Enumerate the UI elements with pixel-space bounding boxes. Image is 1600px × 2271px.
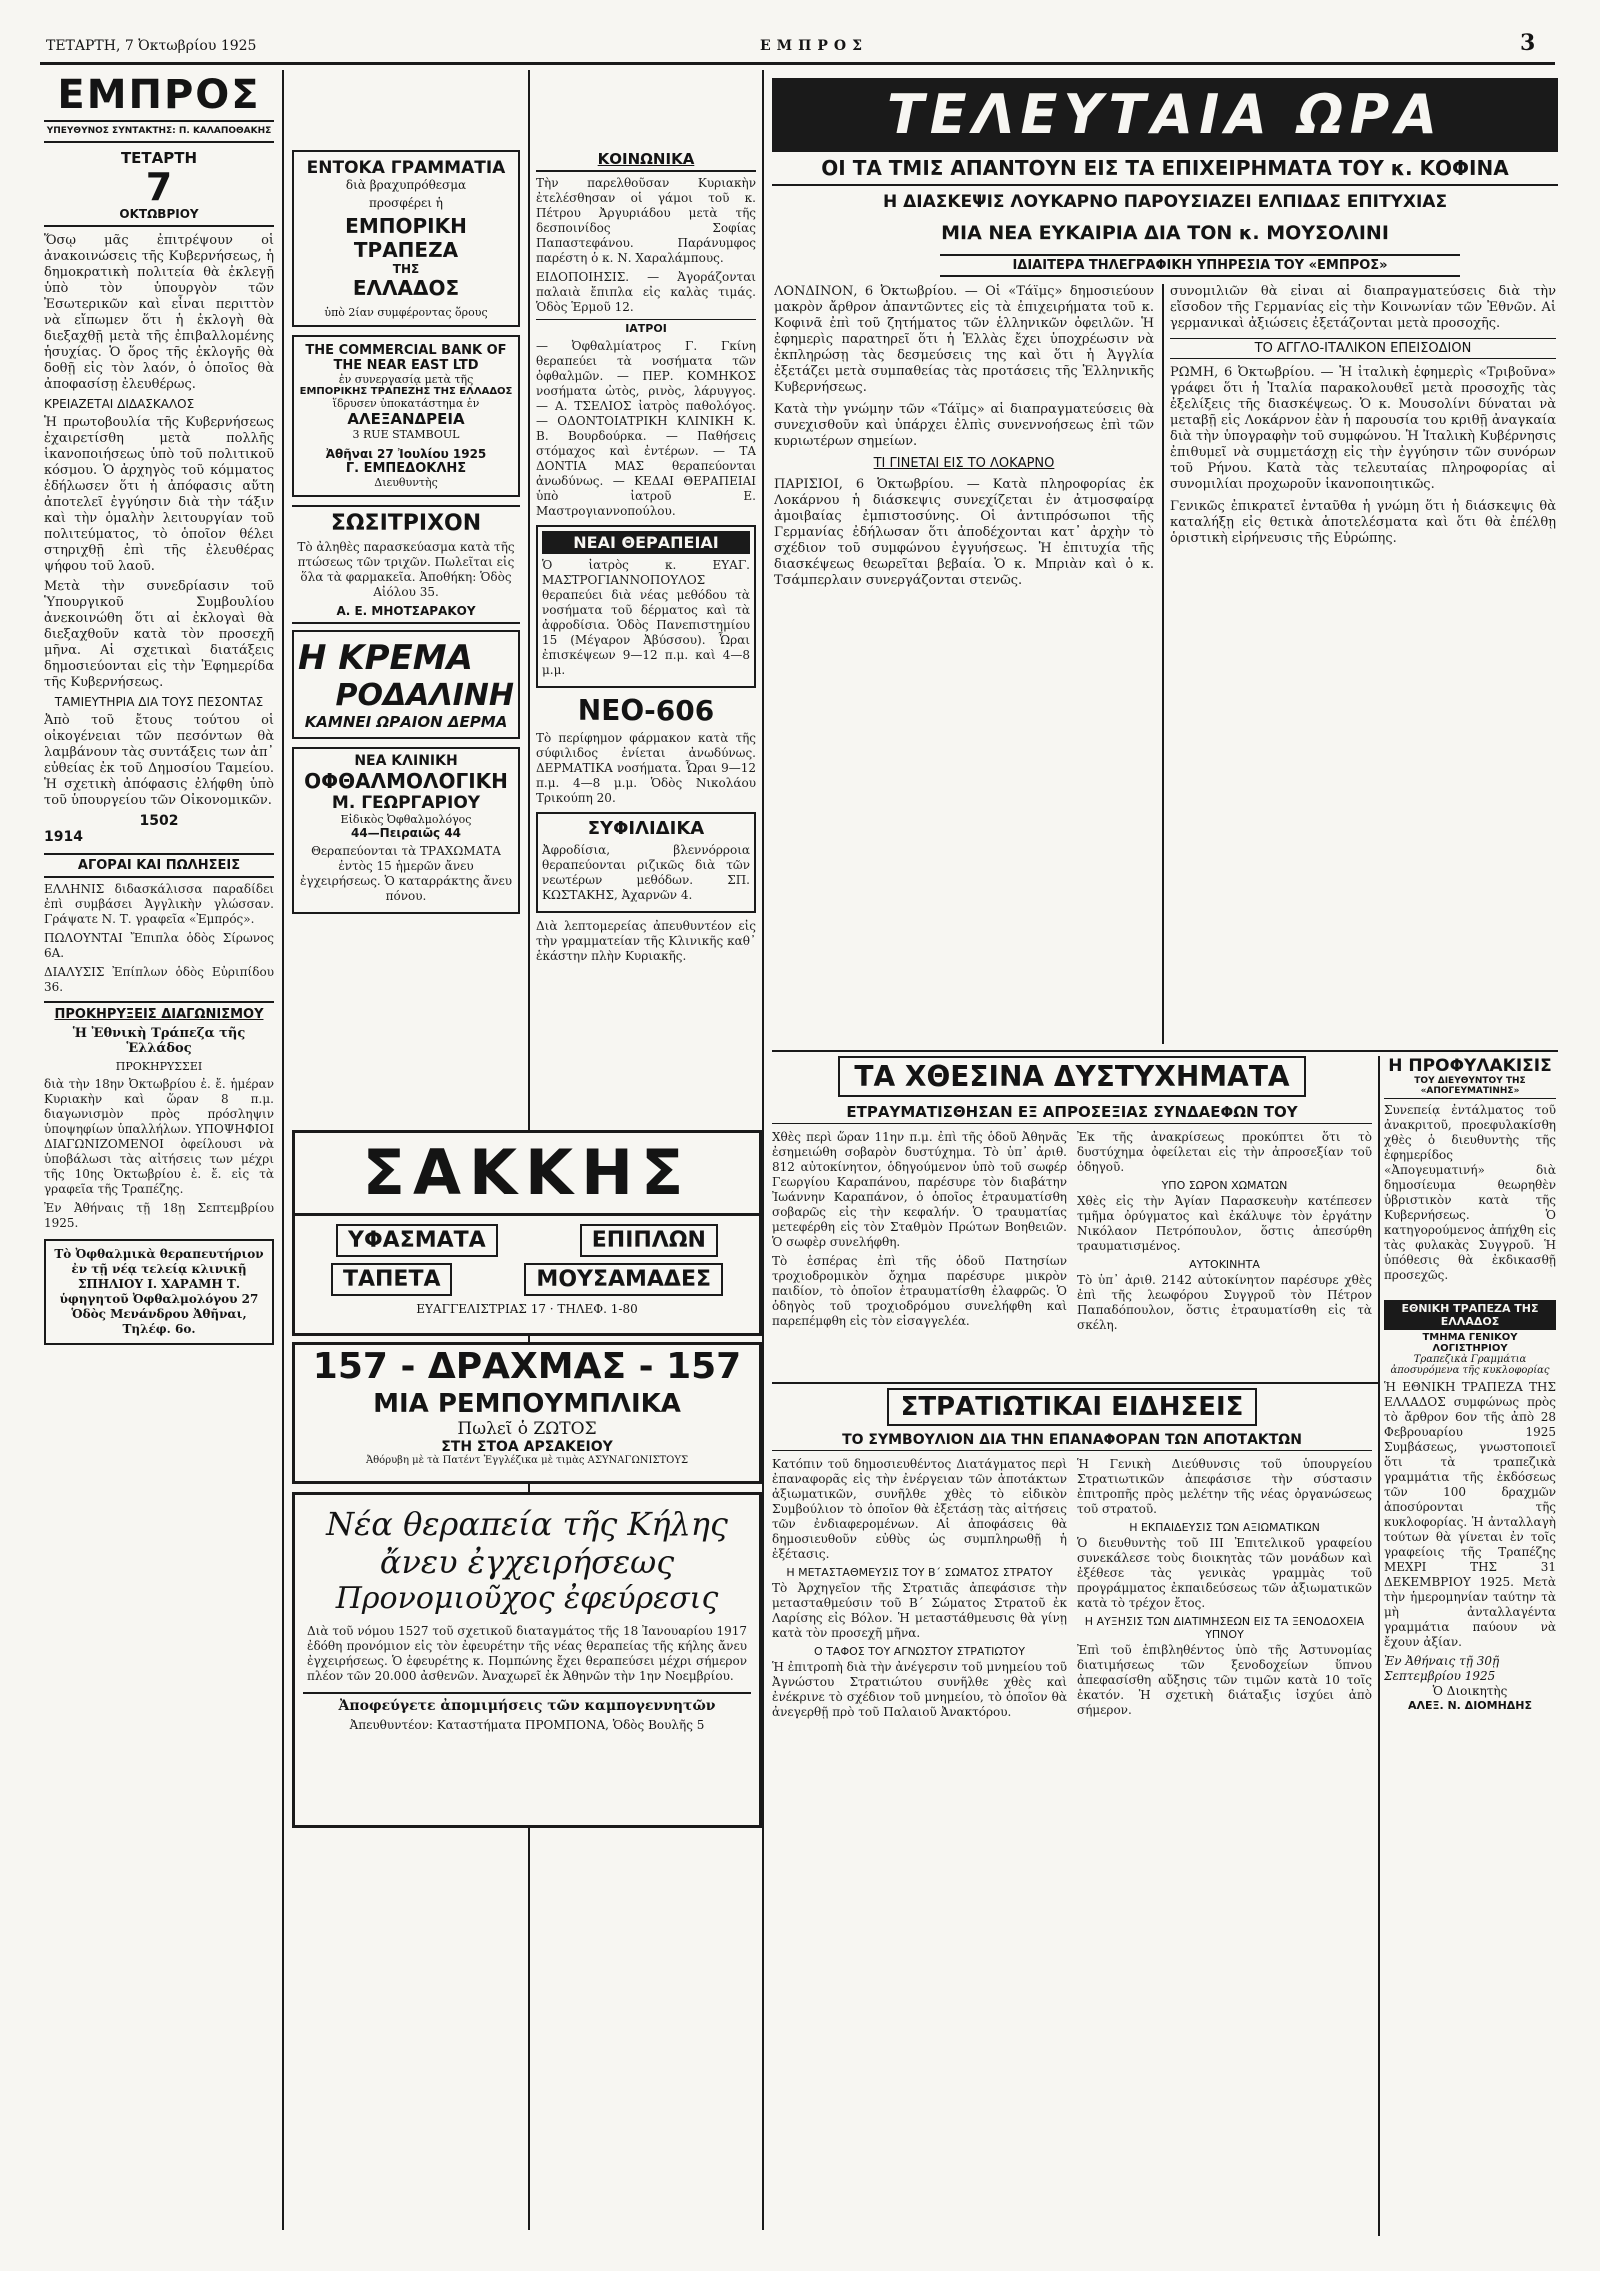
dialysis-item: ΔΙΑΛΥΣΙΣ Ἐπίπλων ὁδὸς Εὐριπίδου 36. <box>44 965 274 994</box>
sakkis-furniture: ΕΠΙΠΛΩΝ <box>580 1224 718 1257</box>
clinic-advertisement: Τὸ Ὀφθαλμικὰ θεραπευτήριον ἐν τῇ νέᾳ τελείᾳ κλινικῇ ΣΠΗΛΙΟΥ Ι. ΧΑΡΑΜΗ Τ. ὑφηγητοῦ Ὀφθαλμολόγου 27 Ὁδὸς Μενάνδρου Ἀθῆναι, Τηλέφ. 6ο. <box>44 1239 274 1345</box>
bank-notice-sign: Ἐν Ἀθήναις τῇ 30ῇ Σεπτεμβρίου 1925 <box>1384 1654 1500 1683</box>
article-body-1: Ἡ πρωτοβουλία τῆς Κυβερνήσεως ἐχαιρετίσθη μετὰ πολλῆς ἱκανοποιήσεως ὑπὸ τοῦ πολιτικοῦ κόσμου. Ὁ ἀρχηγὸς τοῦ κόμματος ἐδήλωσεν ὅτι ἡ ἀπόφασις αὕτη ἀποτελεῖ ἐγγύησιν διὰ τὴν τάξιν καὶ τὴν ὁμαλὴν λειτουργίαν τοῦ πολιτεύματος, τὸ ὁποῖον θέλει στηριχθῇ ἐπὶ τῆς ἐλευθέρας ψήφου τοῦ λαοῦ. <box>44 415 274 574</box>
sositrixon-title: ΣΩΣΙΤΡΙΧΟΝ <box>292 505 520 536</box>
tel-ora-title: ΤΕΛΕΥΤΑΙΑ ΩΡΑ <box>772 78 1558 152</box>
nea-therapeia-box <box>536 525 756 688</box>
hernia-line-3: Προνομιοῦχος ἐφεύρεσις <box>335 1581 719 1616</box>
sositrixon-sign: Α. Ε. ΜΗΟΤΣΑΡΑΚΟΥ <box>292 604 520 624</box>
sakkis-address: ΕΥΑΓΓΕΛΙΣΤΡΙΑΣ 17 · ΤΗΛΕΦ. 1-80 <box>416 1302 638 1316</box>
profylakisis-section <box>1384 1056 1556 1296</box>
lead-article: Ὅσῳ μᾶς ἐπιτρέψουν οἱ ἀνακοινώσεις τῆς Κυβερνήσεως, ἡ δημοκρατικὴ πολιτεία θὰ ἐκλεγῇ ὑπὸ τὸν ὑπουργὸν τῶν Ἐσωτερικῶν καὶ εἶναι περιττὸν νὰ εἴπωμεν ὅτι ἡ ἐκλογὴ θὰ διεξαχθῇ μετὰ τῆς ἐπιβαλλομένης ἡσυχίας. Ὁ ὅρος τῆς ἐκλογῆς θὰ δοθῇ εἰς τὸν λαόν, ὁ ὁποῖος θὰ ἀποφασίσῃ ἐλευθέρως. <box>44 233 274 392</box>
masthead-title: ΕΜΠΡΟΣ <box>57 72 261 118</box>
hernia-text: Διὰ τοῦ νόμου 1527 τοῦ σχετικοῦ διαταγμάτος τῆς 18 Ἰανουαρίου 1917 ἐδόθη προνόμιον εἰς τὸν ἐφευρέτην τῆς νέας θεραπείας τῆς κήλης ἄνευ ἐγχειρήσεως. Ὁ ἐφευρέτης κ. Πομπώνης ἔχει θεραπεύσει μέχρι σήμερον πλέον τῶν 20.000 ἀσθενῶν. Ἀναχωρεῖ ἐκ Ἀθηνῶν τὴν 1ην Νοεμβρίου. <box>307 1624 747 1683</box>
eye-line-5: 44—Πειραιῶς 44 <box>350 826 462 840</box>
headline-1: ΟΙ ΤΑ ΤΜΙΣ ΑΠΑΝΤΟΥΝ ΕΙΣ ΤΑ ΕΠΙΧΕΙΡΗΜΑΤΑ ΤΟΥ κ. ΚΟΦΙΝΑ <box>772 156 1558 186</box>
hernia-address: Ἀπευθυντέον: Καταστήματα ΠΡΟΜΠΟΝΑ, Ὁδὸς Βουλῆς 5 <box>349 1718 705 1732</box>
headline-2: Η ΔΙΑΣΚΕΨΙΣ ΛΟΥΚΑΡΝΟ ΠΑΡΟΥΣΙΑΖΕΙ ΕΛΠΙΔΑΣ ΕΠΙΤΥΧΙΑΣ <box>882 192 1448 212</box>
heading-kreiazetai: ΚΡΕΙΑΖΕΤΑΙ ΔΙΔΑΣΚΑΛΟΣ <box>44 397 195 411</box>
profylakisis-sub: ΤΟΥ ΔΙΕΥΘΥΝΤΟΥ ΤΗΣ «ΑΠΟΓΕΥΜΑΤΙΝΗΣ» <box>1384 1076 1556 1099</box>
commercial-bank-ad <box>292 335 520 497</box>
zotos-advertisement <box>292 1342 762 1484</box>
military-right-text: Ἡ Γενικὴ Διεύθυνσις τοῦ ὑπουργείου Στρατιωτικῶν ἀπεφάσισε τὴν σύστασιν ἐπιτροπῆς πρὸς μελέτην τῆς νέας ὀργανώσεως τοῦ στρατοῦ. <box>1077 1457 1372 1516</box>
prokyrixeis-sub: ΠΡΟΚΗΡΥΣΣΕΙ <box>115 1060 203 1073</box>
tel-ora-banner <box>772 78 1558 152</box>
hernia-advertisement <box>292 1492 762 1828</box>
article-body-2: Μετὰ τὴν συνεδρίασιν τοῦ Ὑπουργικοῦ Συμβουλίου ἀνεκοινώθη ὅτι αἱ ἐκλογαὶ θὰ διεξαχθοῦν κατὰ τὸν προσεχῆ μῆνα. Αἱ σχετικαὶ διατάξεις δημοσιεύονται εἰς τὴν Ἐφημερίδα τῆς Κυβερνήσεως. <box>44 579 274 690</box>
disaster-title-text: ΤΑ ΧΘΕΣΙΝΑ ΔΥΣΤΥΧΗΜΑΤΑ <box>838 1056 1305 1097</box>
bank-notice <box>1384 1300 1556 2230</box>
commercial-bank-role: Διευθυντὴς <box>374 476 438 489</box>
zotos-product: ΜΙΑ ΡΕΜΠΟΥΜΠΛΙΚΑ <box>373 1389 681 1419</box>
issue-day: ΤΕΤΑΡΤΗ <box>120 149 198 167</box>
zotos-price: 157 - ΔΡΑΧΜΑΣ - 157 <box>312 1346 742 1387</box>
neo-606-title: ΝΕΟ-606 <box>577 694 715 727</box>
eye-text: Θεραπεύονται τὰ ΤΡΑΧΩΜΑΤΑ ἐντὸς 15 ἡμερῶν ἄνευ ἐγχειρήσεως. Ὁ καταρράκτης ἄνευ πόνου. <box>299 844 513 903</box>
column-1 <box>44 72 274 2242</box>
commercial-bank-city: ΑΛΕΞΑΝΔΡΕΙΑ <box>347 410 465 428</box>
eidopoiisis-text: ΕΙΔΟΠΟΙΗΣΙΣ. — Ἀγοράζονται παλαιὰ ἔπιπλα εἰς καλὰς τιμάς. Ὁδὸς Ἑρμοῦ 12. <box>536 270 756 314</box>
agorai-heading: ΑΓΟΡΑΙ ΚΑΙ ΠΩΛΗΣΕΙΣ <box>44 855 274 878</box>
military-text-a: Κατόπιν τοῦ δημοσιευθέντος Διατάγματος περὶ ἐπαναφορᾶς εἰς τὴν ἐνέργειαν τῶν ἀποτάκτων ἀξιωματικῶν, συνῆλθε χθὲς τὸ εἰδικὸν Συμβούλιον τὸ ὁποῖον θὰ ἐξετάσῃ τὰς αἰτήσεις τῶν ἐνδιαφερομένων. Αἱ ἀποφάσεις θὰ δημοσιευθοῦν εὐθὺς ὡς συμπληρωθῇ ἡ ἐξέτασις. <box>772 1457 1067 1561</box>
metathesis-heading: Η ΜΕΤΑΣΤΑΘΜΕΥΣΙΣ ΤΟΥ Β΄ ΣΩΜΑΤΟΣ ΣΤΡΑΤΟΥ <box>786 1566 1053 1579</box>
koinonika-heading: ΚΟΙΝΩΝΙΚΑ <box>536 150 756 172</box>
year-1914: 1914 <box>44 829 83 845</box>
iatroi-heading: ΙΑΤΡΟΙ <box>536 319 756 335</box>
prokyrixeis-text: διὰ τὴν 18ην Ὀκτωβρίου ἐ. ἔ. ἡμέραν Κυριακὴν καὶ ὥραν 8 π.μ. διαγωνισμὸν πρὸς πρόσληψιν ὑποψηφίων ὑπαλλήλων. ΥΠΟΨΗΦΙΟΙ ΔΙΑΓΩΝΙΖΟΜΕΝΟΙ ὀφείλουσι νὰ ὑποβάλωσι τὰς αἰτήσεις των μέχρι τῆς 10ης Ὀκτωβρίου ἐ. ἔ. εἰς τὰ γραφεῖα τῆς Τραπέζης. <box>44 1077 274 1196</box>
masthead-editor: ΥΠΕΥΘΥΝΟΣ ΣΥΝΤΑΚΤΗΣ: Π. ΚΑΛΑΠΟΘΑΚΗΣ <box>44 120 274 143</box>
headline-3: ΜΙΑ ΝΕΑ ΕΥΚΑΙΡΙΑ ΔΙΑ ΤΟΝ κ. ΜΟΥΣΟΛΙΝΙ <box>941 222 1389 244</box>
nea-therapeia-title: ΝΕΑΙ ΘΕΡΑΠΕΙΑΙ <box>542 531 750 554</box>
bank-ad-name: ΕΜΠΟΡΙΚΗ ΤΡΑΠΕΖΑ <box>345 214 467 262</box>
heading-tamieia: ΤΑΜΙΕΥΤΗΡΙΑ ΔΙΑ ΤΟΥΣ ΠΕΣΟΝΤΑΣ <box>54 695 264 709</box>
metathesis-text: Τὸ Ἀρχηγεῖον τῆς Στρατιᾶς ἀπεφάσισε τὴν μετασταθμεύσιν τοῦ Β΄ Σώματος Στρατοῦ ἐκ Λαρίσης εἰς Βόλον. Ἡ μεταστάθμευσις θὰ γίνῃ κατὰ τὸν προσεχῆ μῆνα. <box>772 1581 1067 1640</box>
prokyrixeis-heading: ΠΡΟΚΗΡΥΞΕΙΣ ΔΙΑΓΩΝΙΣΜΟΥ <box>54 1007 264 1022</box>
bank-notice-sign2: Ὁ Διοικητὴς <box>1432 1684 1508 1698</box>
section-rule <box>772 1382 1378 1384</box>
bank-ad-the: ΤΗΣ <box>392 262 420 276</box>
article-body-3: Ἀπὸ τοῦ ἔτους τούτου οἱ οἰκογένειαι τῶν πεσόντων θὰ λαμβάνουν τὰς συντάξεις των ἀπ᾿ εὐθείας ἐκ τοῦ Δημοσίου Ταμείου. Ἡ σχετικὴ ἀπόφασις ἐλήφθη ὑπὸ τοῦ ὑπουργείου τῶν Οἰκονομικῶν. <box>44 713 274 808</box>
column-4 <box>774 284 1154 1044</box>
column-5 <box>1170 284 1556 1044</box>
sakkis-fabrics: ΥΦΑΣΜΑΤΑ <box>336 1224 498 1257</box>
agorai-item: ΕΛΛΗΝΙΣ διδασκάλισσα παραδίδει ἐπὶ συμβάσει Ἀγγλικὴν γλώσσαν. Γράψατε Ν. Τ. γραφεῖα «Ἐμπρός». <box>44 882 274 926</box>
syfilidika-box <box>536 812 756 913</box>
iatroi-text: — Ὀφθαλμίατρος Γ. Γκίνη θεραπεύει τὰ νοσήματα τῶν ὀφθαλμῶν. — ΠΕΡ. ΚΟΜΗΚΟΣ νοσήματα ὠτὸς, ρινὸς, λάρυγγος. — Α. ΤΣΕΛΙΟΣ ἰατρὸς παθολόγος. — ΟΔΟΝΤΟΙΑΤΡΙΚΗ ΚΛΙΝΙΚΗ Κ. Β. Βουρδούρκα. — Παθήσεις στόμαχος καὶ ἐντέρων. — ΤΑ ΔΟΝΤΙΑ ΜΑΣ θεραπεύονται ἀνωδύνως. — ΚΕΔΑΙ ΘΕΡΑΠΕΙΑΙ ὑπὸ ἰατροῦ Ε. Μαστρογιαννοπούλου. <box>536 339 756 518</box>
commercial-bank-date: Ἀθῆναι 27 Ἰουλίου 1925 <box>325 447 487 461</box>
disaster-section <box>772 1056 1372 1376</box>
hypo-text: Χθὲς εἰς τὴν Ἀγίαν Παρασκευὴν κατέπεσεν τμῆμα ὀρύγματος καὶ ἐκάλυψε τὸν ἐργάτην Νικόλαον Πετρόπουλον, ὅστις ἀπεσύρθη τραυματισμένος. <box>1077 1194 1372 1253</box>
commercial-bank-name: ΕΜΠΟΡΙΚΗΣ ΤΡΑΠΕΖΗΣ ΤΗΣ ΕΛΛΑΔΟΣ <box>299 386 513 397</box>
paris-report: ΠΑΡΙΣΙΟΙ, 6 Ὀκτωβρίου. — Κατὰ πληροφορίας ἐκ Λοκάρνου ἡ διάσκεψις συνεχίζεται ἐν ἀτμοσφαίρᾳ ἀμοιβαίας ἐμπιστοσύνης. Οἱ ἀντιπρόσωποι τῆς Γερμανίας ἐδήλωσαν ὅτι ἀποδέχονται κατ᾿ ἀρχὴν τὸ σχέδιον τοῦ συμφώνου ἐγγυήσεως. Ἡ ἐπιτυχία τῆς διασκέψεως θεωρεῖται βεβαία. Ὁ κ. Μπριὰν καὶ ὁ κ. Τσάμπερλαιν συνεργάζονται στενῶς. <box>774 477 1154 588</box>
auto-heading: ΑΥΤΟΚΙΝΗΤΑ <box>1189 1258 1260 1271</box>
running-head-left: ΤΕΤΑΡΤΗ, 7 Ὀκτωβρίου 1925 <box>46 38 257 54</box>
hernia-foot: Ἀποφεύγετε ἀπομιμήσεις τῶν καμπογεννητῶν <box>303 1692 751 1714</box>
bank-notice-text: Ἡ ΕΘΝΙΚΗ ΤΡΑΠΕΖΑ ΤΗΣ ΕΛΛΑΔΟΣ συμφώνως πρὸς τὸ ἄρθρον 6ον τῆς ἀπὸ 28 Φεβρουαρίου 1925 Συμβάσεως, γνωστοποιεῖ ὅτι τὰ τραπεζικὰ γραμμάτια τῆς ἐκδόσεως τῶν 100 δραχμῶν ἀποσύρονται τῆς κυκλοφορίας. Ἡ ἀνταλλαγὴ τούτων θὰ γίνεται ἐν τοῖς γραφείοις τῆς Τραπέζης ΜΕΧΡΙ ΤΗΣ 31 ΔΕΚΕΜΒΡΙΟΥ 1925. Μετὰ τὴν ἡμερομηνίαν ταύτην τὰ μὴ ἀνταλλαγέντα γραμμάτια παύουν νὰ ἔχουν ἀξίαν. <box>1384 1380 1556 1649</box>
commercial-bank-branch: ἵδρυσεν ὑποκατάστημα ἐν <box>332 397 480 410</box>
issue-month: ΟΚΤΩΒΡΙΟΥ <box>44 207 274 227</box>
commercial-bank-addr: 3 RUE STAMBOUL <box>352 428 460 441</box>
column-rule <box>1162 284 1164 1044</box>
krema-ad <box>292 630 520 739</box>
commercial-bank-title: THE COMMERCIAL BANK OF THE NEAR EAST LTD <box>305 343 507 373</box>
eye-line-3: Μ. ΓΕΩΡΓΑΡΙΟΥ <box>331 793 481 813</box>
disaster-sub: ΕΤΡΑΥΜΑΤΙΣΘΗΣΑΝ ΕΞ ΑΠΡΟΣΕΞΙΑΣ ΣΥΝΔΑΕΦΩΝ ΤΟΥ <box>772 1103 1372 1124</box>
profylakisis-text: Συνεπείᾳ ἐντάλματος τοῦ ἀνακριτοῦ, προεφυλακίσθη χθὲς ὁ διευθυντὴς τῆς ἐφημερίδος «Ἀπογευματινή» διὰ δημοσίευμα θεωρηθὲν ὑβριστικὸν κατὰ τῆς Κυβερνήσεως. Ὁ κατηγορούμενος ἀπήχθη εἰς τὰς φυλακὰς Συγγροῦ. Ἡ ὑπόθεσις θὰ ἐκδικασθῇ προσεχῶς. <box>1384 1103 1556 1282</box>
disaster-right-text: Ἐκ τῆς ἀνακρίσεως προκύπτει ὅτι τὸ δυστύχημα ὀφείλεται εἰς τὴν ἀπροσεξίαν τοῦ ὁδηγοῦ. <box>1077 1130 1372 1174</box>
london-report: ΛΟΝΔΙΝΟΝ, 6 Ὀκτωβρίου. — Οἱ «Τάϊμς» δημοσιεύουν μακρὸν ἄρθρον ἀπαντῶντες εἰς τὰ ἐπιχειρήματα τοῦ κ. Κοφινᾶ ἐπὶ τοῦ ζητήματος τῶν ἑλληνικῶν ὀφειλῶν. Ἡ ἐφημερὶς παρατηρεῖ ὅτι ἡ Ἑλλὰς ἔχει ὑποχρέωσιν νὰ ἐκπληρώσῃ τὰς δεσμεύσεις της καὶ ὅτι ἡ Ἀγγλία ἐξετάζει μετὰ συμπαθείας τὰς προτάσεις τῆς Ἑλληνικῆς Κυβερνήσεως. <box>774 284 1154 395</box>
section-rule <box>772 1050 1558 1052</box>
syfilidika-title: ΣΥΦΙΛΙΔΙΚΑ <box>587 818 705 839</box>
military-section <box>772 1388 1372 2228</box>
eye-clinic-ad <box>292 747 520 914</box>
header-rule <box>40 62 1555 65</box>
locarno-heading: ΤΙ ΓΙΝΕΤΑΙ ΕΙΣ ΤΟ ΛΟΚΑΡΝΟ <box>873 456 1055 471</box>
hernia-line-1: Νέα θεραπεία τῆς Κήλης <box>326 1505 728 1543</box>
bank-notice-sub: ΤΜΗΜΑ ΓΕΝΙΚΟΥ ΛΟΓΙΣΤΗΡΙΟΥ <box>1422 1332 1518 1354</box>
auxisis-heading: Η ΑΥΞΗΣΙΣ ΤΩΝ ΔΙΑΤΙΜΗΣΕΩΝ ΕΙΣ ΤΑ ΞΕΝΟΔΟΧΕΙΑ ΥΠΝΟΥ <box>1084 1615 1365 1641</box>
italo-heading: ΤΟ ΑΓΓΛΟ-ΙΤΑΛΙΚΟΝ ΕΠΕΙΣΟΔΙΟΝ <box>1170 338 1556 359</box>
prokyrixeis-sign: Ἐν Ἀθήναις τῇ 18ῃ Σεπτεμβρίου 1925. <box>44 1201 274 1230</box>
bank-ad-country: ΕΛΛΑΔΟΣ <box>352 276 460 300</box>
column-rule <box>762 70 764 2230</box>
neo-606-text: Τὸ περίφημον φάρμακον κατὰ τῆς σύφιλιδος ἐνίεται ἀνωδύνως. ΔΕΡΜΑΤΙΚΑ νοσήματα. Ὧραι 9—12 π.μ. 4—8 μ.μ. Ὁδὸς Νικολάου Τρικούπη 20. <box>536 731 756 805</box>
military-sub: ΤΟ ΣΥΜΒΟΥΛΙΟΝ ΔΙΑ ΤΗΝ ΕΠΑΝΑΦΟΡΑΝ ΤΩΝ ΑΠΟΤΑΚΤΩΝ <box>772 1432 1372 1451</box>
military-title-text: ΣΤΡΑΤΙΩΤΙΚΑΙ ΕΙΔΗΣΕΙΣ <box>887 1388 1258 1426</box>
koinonika-text: Τὴν παρελθοῦσαν Κυριακὴν ἐτελέσθησαν οἱ γάμοι τοῦ κ. Πέτρου Ἀργυριάδου μετὰ τῆς δεσποινίδος Σοφίας Παπαστεφάνου. Παράνυμφος παρέστη ὁ κ. Ν. Χαραλάμπους. <box>536 176 756 265</box>
krema-line-2: ΡΟΔΑΛΙΝΗ <box>335 678 514 713</box>
nea-therapeia-text: Ὁ ἰατρὸς κ. ΕΥΑΓ. ΜΑΣΤΡΟΓΙΑΝΝΟΠΟΥΛΟΣ θεραπεύει διὰ νέας μεθόδου τὰ νοσήματα τοῦ δέρματος καὶ τὰ ἀφροδίσια. Ὁδὸς Πανεπιστημίου 15 (Μέγαρον Ἀβύσσου). Ὧραι ἐπισκέψεων 9—12 π.μ. καὶ 4—8 μ.μ. <box>542 558 750 677</box>
bank-ad-title: ΕΝΤΟΚΑ ΓΡΑΜΜΑΤΙΑ <box>306 158 506 178</box>
sakkis-wallpaper: ΤΑΠΕΤΑ <box>331 1263 453 1296</box>
ekpaideusis-text: Ὁ διευθυντὴς τοῦ ΙΙΙ Ἐπιτελικοῦ γραφείου συνεκάλεσε τοὺς διοικητὰς τῶν μονάδων καὶ ἐξέθεσε τὰς γενικὰς γραμμὰς τοῦ προγράμματος ἐκπαιδεύσεως τῶν ἀξιωματικῶν κατὰ τὸ τρέχον ἔτος. <box>1077 1536 1372 1610</box>
year-1502: 1502 <box>139 813 179 829</box>
london-report-2: Κατὰ τὴν γνώμην τῶν «Τάϊμς» αἱ διαπραγματεύσεις θὰ συνεχισθοῦν καὶ ὑπάρχει ἐλπὶς συνεννοήσεως ἐπὶ τῶν κυριωτέρων σημείων. <box>774 402 1154 449</box>
sakkis-advertisement <box>292 1130 762 1336</box>
poleitai-item: ΠΩΛΟΥΝΤΑΙ Ἔπιπλα ὁδὸς Σίρωνος 6Α. <box>44 931 274 960</box>
auto-text: Τὸ ὑπ᾿ ἀριθ. 2142 αὐτοκίνητον παρέσυρε χθὲς ἐπὶ τῆς λεωφόρου Συγγροῦ τὸν Πέτρον Παπαδόπουλον, ὅστις ἐτραυματίσθη εἰς τὰ σκέλη. <box>1077 1273 1372 1332</box>
continued-report: συνομιλιῶν θὰ εἶναι αἱ διαπραγματεύσεις διὰ τὴν εἴσοδον τῆς Γερμανίας εἰς τὴν Κοινωνίαν τῶν Ἐθνῶν. Αἱ γερμανικαὶ ἀξιώσεις ἐξετάζονται μετὰ προσοχῆς. <box>1170 284 1556 331</box>
sositrixon-text: Τὸ ἀληθὲς παρασκεύασμα κατὰ τῆς πτώσεως τῶν τριχῶν. Πωλεῖται εἰς ὅλα τὰ φαρμακεῖα. Ἀποθήκη: Ὁδὸς Αἰόλου 35. <box>297 540 515 599</box>
commercial-bank-sign: Γ. ΕΜΠΕΔΟΚΛΗΣ <box>345 461 467 476</box>
disaster-title <box>772 1056 1372 1097</box>
syfilidika-text: Ἀφροδίσια, βλεννόρροια θεραπεύονται ριζικῶς διὰ τῶν νεωτέρων μεθόδων. ΣΠ. ΚΩΣΤΑΚΗΣ, Ἀχαρνῶν 4. <box>542 843 750 902</box>
krema-line-3: ΚΑΜΝΕΙ ΩΡΑΙΟΝ ΔΕΡΜΑ <box>304 713 508 731</box>
bank-ad-sub: διὰ βραχυπρόθεσμα <box>345 178 467 192</box>
bank-notice-sign3: ΑΛΕΞ. Ν. ΔΙΟΜΗΔΗΣ <box>1407 1699 1533 1712</box>
auxisis-text: Ἐπὶ τοῦ ἐπιβληθέντος ὑπὸ τῆς Ἀστυνομίας διατιμήσεως τῶν ξενοδοχείων ὕπνου ἀπεφασίσθη αὔξησις τῶν τιμῶν κατὰ 10 τοῖς ἑκατόν. Ἡ σχετικὴ διάταξις ἰσχύει ἀπὸ σήμερον. <box>1077 1643 1372 1717</box>
eye-line-1: ΝΕΑ ΚΛΙΝΙΚΗ <box>354 753 458 769</box>
hernia-line-2: ἄνευ ἐγχειρήσεως <box>379 1543 675 1581</box>
sakkis-oilcloth: ΜΟΥΣΑΜΑΔΕΣ <box>524 1263 723 1296</box>
bank-notice-sub2: Τραπεζικὰ Γραμμάτια ἀποσυρόμενα τῆς κυκλοφορίας <box>1390 1354 1550 1376</box>
bank-notice-title: ΕΘΝΙΚΗ ΤΡΑΠΕΖΑ ΤΗΣ ΕΛΛΑΔΟΣ <box>1384 1300 1556 1330</box>
bank-ad-foot: ὑπὸ 2ίαν συμφέροντας ὅρους <box>324 306 488 319</box>
running-head-center: ΕΜΠΡΟΣ <box>760 38 869 54</box>
column-rule <box>282 70 284 2230</box>
sakkis-name: ΣΑΚΚΗΣ <box>295 1133 759 1216</box>
column-rule <box>1378 1056 1380 2236</box>
disaster-text-a: Χθὲς περὶ ὥραν 11ην π.μ. ἐπὶ τῆς ὁδοῦ Ἀθηνᾶς ἐσημειώθη σοβαρὸν δυστύχημα. Τὸ ὑπ᾿ ἀριθ. 812 αὐτοκίνητον, ὁδηγούμενον ὑπὸ τοῦ σωφέρ Γεωργίου Καραπάνου, παρέσυρε τὸν διαβάτην Ἰωάννην Καραπάνον, ὁ ὁποῖος ἐτραυματίσθη σοβαρῶς εἰς τὴν κεφαλήν. Ὁ τραυματίας μετεφέρθη εἰς τὸν Σταθμὸν Πρώτων Βοηθειῶν. Ὁ σωφὲρ συνελήφθη. <box>772 1130 1067 1249</box>
rome-report: ΡΩΜΗ, 6 Ὀκτωβρίου. — Ἡ ἰταλικὴ ἐφημερὶς «Τριβοῦνα» γράφει ὅτι ἡ Ἰταλία παρακολουθεῖ μετὰ προσοχῆς τὰς ἐξελίξεις τῆς διασκέψεως. Ὁ κ. Μουσολίνι δύναται νὰ μεταβῇ εἰς Λοκάρνον ἐὰν ἡ παρουσία του κριθῇ ἀναγκαία διὰ τὴν ὑπογραφὴν τοῦ συμφώνου. Ἡ Ἰταλικὴ Κυβέρνησις ἐπιθυμεῖ νὰ συμμετάσχῃ εἰς τὴν ἐγγύησιν τῶν συνόρων τοῦ Ρήνου. Κατὰ τὰς τελευταίας πληροφορίας αἱ συνομιλίαι προχωροῦν ἱκανοποιητικῶς. <box>1170 365 1556 492</box>
col3-footnote: Διὰ λεπτομερείας ἀπευθυντέον εἰς τὴν γραμματείαν τῆς Κλινικῆς καθ᾿ ἑκάστην πλὴν Κυριακῆς. <box>536 919 756 963</box>
commercial-bank-sub: ἐν συνεργασίᾳ μετὰ τῆς <box>338 373 474 386</box>
krema-line-1: Η ΚΡΕΜΑ <box>298 638 473 678</box>
bank-ad-p: προσφέρει ἡ <box>369 196 443 210</box>
zotos-details: Ἀθόρυβη μὲ τὰ Πατέντ Ἐγγλέζικα μὲ τιμὰς ΑΣΥΝΑΓΩΝΙΣΤΟΥΣ <box>365 1455 689 1466</box>
page-number: 3 <box>1520 30 1536 56</box>
eye-line-4: Εἰδικὸς Ὀφθαλμολόγος <box>340 813 472 826</box>
column-3 <box>536 150 756 1190</box>
rome-report-2: Γενικῶς ἐπικρατεῖ ἐνταῦθα ἡ γνώμη ὅτι ἡ διάσκεψις θὰ καταλήξῃ εἰς θετικὰ ἀποτελέσματα καὶ ὅτι θὰ ἐπέλθῃ ὁριστικὴ εἰρήνευσις τῆς Εὐρώπης. <box>1170 499 1556 546</box>
hypo-heading: ΥΠΟ ΣΩΡΟΝ ΧΩΜΑΤΩΝ <box>1161 1179 1288 1192</box>
issue-date: 7 <box>145 165 173 209</box>
tafos-heading: Ο ΤΑΦΟΣ ΤΟΥ ΑΓΝΩΣΤΟΥ ΣΤΡΑΤΙΩΤΟΥ <box>814 1645 1025 1658</box>
tafos-text: Ἡ ἐπιτροπὴ διὰ τὴν ἀνέγερσιν τοῦ μνημείου τοῦ Ἀγνώστου Στρατιώτου συνῆλθε χθὲς καὶ ἐνέκρινε τὸ σχέδιον τοῦ μνημείου, τὸ ὁποῖον θὰ ἀνεγερθῇ πρὸ τοῦ Παλαιοῦ Ἀνακτόρου. <box>772 1660 1067 1719</box>
military-title <box>772 1388 1372 1426</box>
eye-line-2: ΟΦΘΑΛΜΟΛΟΓΙΚΗ <box>304 769 508 793</box>
zotos-seller: Πωλεῖ ὁ ΖΩΤΟΣ <box>457 1419 597 1439</box>
zotos-location: ΣΤΗ ΣΤΟΑ ΑΡΣΑΚΕΙΟΥ <box>441 1439 613 1455</box>
prokyrixeis-bank: Ἡ Ἐθνικὴ Τράπεζα τῆς Ἑλλάδος <box>72 1026 246 1056</box>
emporiki-bank-ad <box>292 150 520 327</box>
disaster-text-b: Τὸ ἑσπέρας ἐπὶ τῆς ὁδοῦ Πατησίων τροχιοδρομικὸν ὄχημα παρέσυρε μικρὸν παιδίον, τὸ ὁποῖον ἐτραυματίσθη ἐλαφρῶς. Ὁ ὁδηγὸς τοῦ τροχιοδρόμου συνελήφθη καὶ παρεπέμφθη εἰς τὸν εἰσαγγελέα. <box>772 1254 1067 1328</box>
ekpaideusis-heading: Η ΕΚΠΑΙΔΕΥΣΙΣ ΤΩΝ ΑΞΙΩΜΑΤΙΚΩΝ <box>1129 1521 1320 1534</box>
headline-4: ΙΔΙΑΙΤΕΡΑ ΤΗΛΕΓΡΑΦΙΚΗ ΥΠΗΡΕΣΙΑ ΤΟΥ «ΕΜΠΡΟΣ» <box>940 254 1460 277</box>
profylakisis-title: Η ΠΡΟΦΥΛΑΚΙΣΙΣ <box>1388 1056 1552 1076</box>
